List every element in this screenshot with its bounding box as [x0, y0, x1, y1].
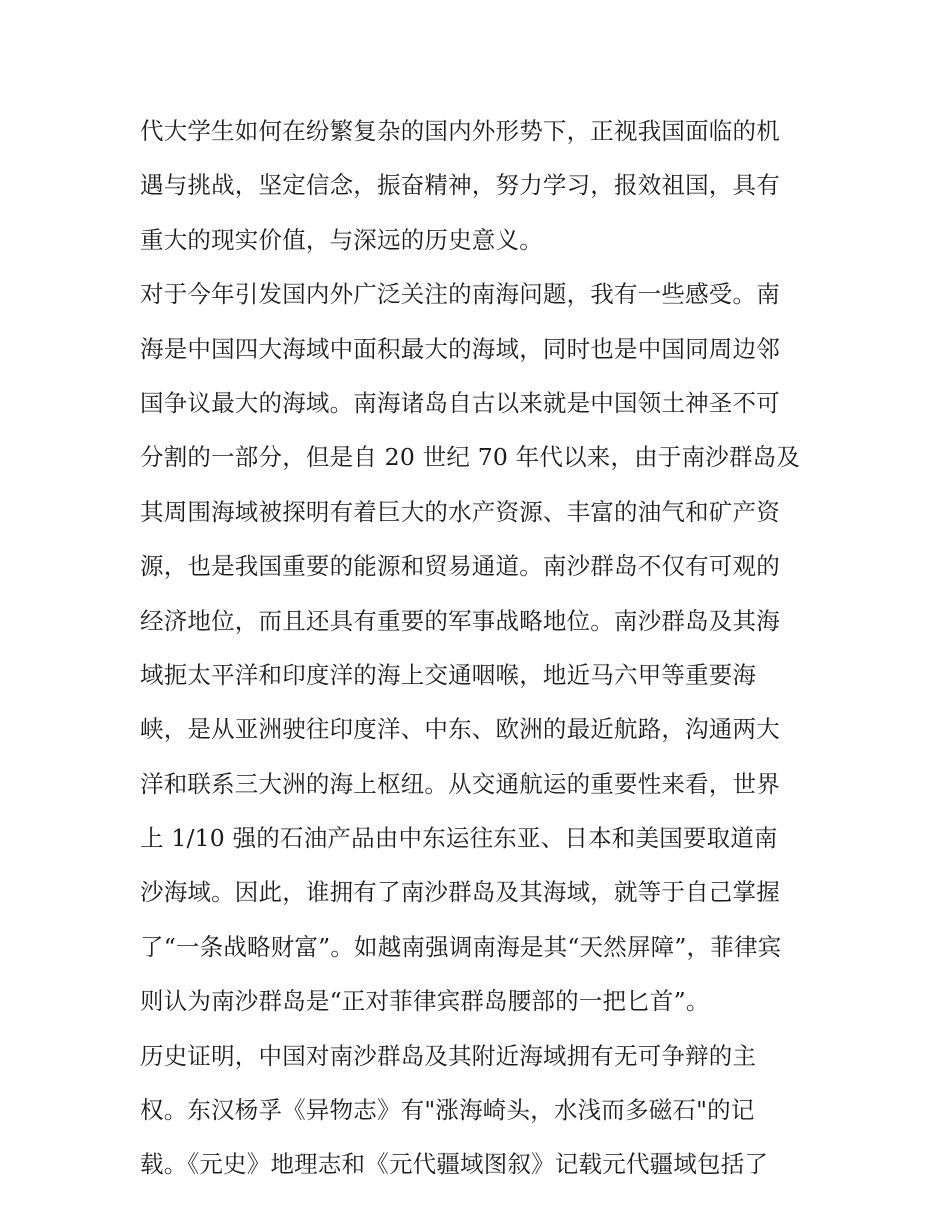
text-line: 上 1/10 强的石油产品由中东运往东亚、日本和美国要取道南: [140, 824, 778, 853]
text-line: 重大的现实价值，与深远的历史意义。: [140, 225, 543, 254]
text-line: 权。东汉杨孚《异物志》有"涨海崎头，水浅而多磁石"的记: [140, 1096, 755, 1125]
text-line: 分割的一部分，但是自 20 世纪 70 年代以来，由于南沙群岛及: [140, 443, 801, 472]
text-line: 洋和联系三大洲的海上枢纽。从交通航运的重要性来看，世界: [140, 769, 780, 798]
body-text: [140, 104, 820, 1192]
text-line: 载。《元史》地理志和《元代疆域图叙》记载元代疆域包括了: [140, 1150, 769, 1179]
text-line: 海是中国四大海域中面积最大的海域，同时也是中国同周边邻: [140, 334, 780, 363]
text-line: 沙海域。因此，谁拥有了南沙群岛及其海域，就等于自己掌握: [140, 878, 780, 907]
text-line: 代大学生如何在纷繁复杂的国内外形势下，正视我国面临的机: [140, 117, 780, 145]
text-line: 国争议最大的海域。南海诸岛自古以来就是中国领土神圣不可: [140, 388, 780, 417]
text-line: 对于今年引发国内外广泛关注的南海问题，我有一些感受。南: [140, 280, 780, 309]
text-line: 历史证明，中国对南沙群岛及其附近海域拥有无可争辩的主: [140, 1041, 757, 1070]
text-line: 峡，是从亚洲驶往印度洋、中东、欧洲的最近航路，沟通两大: [140, 715, 780, 744]
text-line: 源，也是我国重要的能源和贸易通道。南沙群岛不仅有可观的: [140, 552, 780, 581]
text-line: 了“一条战略财富”。如越南强调南海是其“天然屏障”，菲律宾: [140, 932, 782, 961]
text-line: 则认为南沙群岛是“正对菲律宾群岛腰部的一把匕首”。: [140, 987, 710, 1016]
text-line: 遇与挑战，坚定信念，振奋精神，努力学习，报效祖国，具有: [140, 171, 780, 200]
text-line: 域扼太平洋和印度洋的海上交通咽喉，地近马六甲等重要海: [140, 660, 757, 689]
text-line: 经济地位，而且还具有重要的军事战略地位。南沙群岛及其海: [140, 606, 780, 635]
text-line: 其周围海域被探明有着巨大的水产资源、丰富的油气和矿产资: [140, 497, 780, 526]
